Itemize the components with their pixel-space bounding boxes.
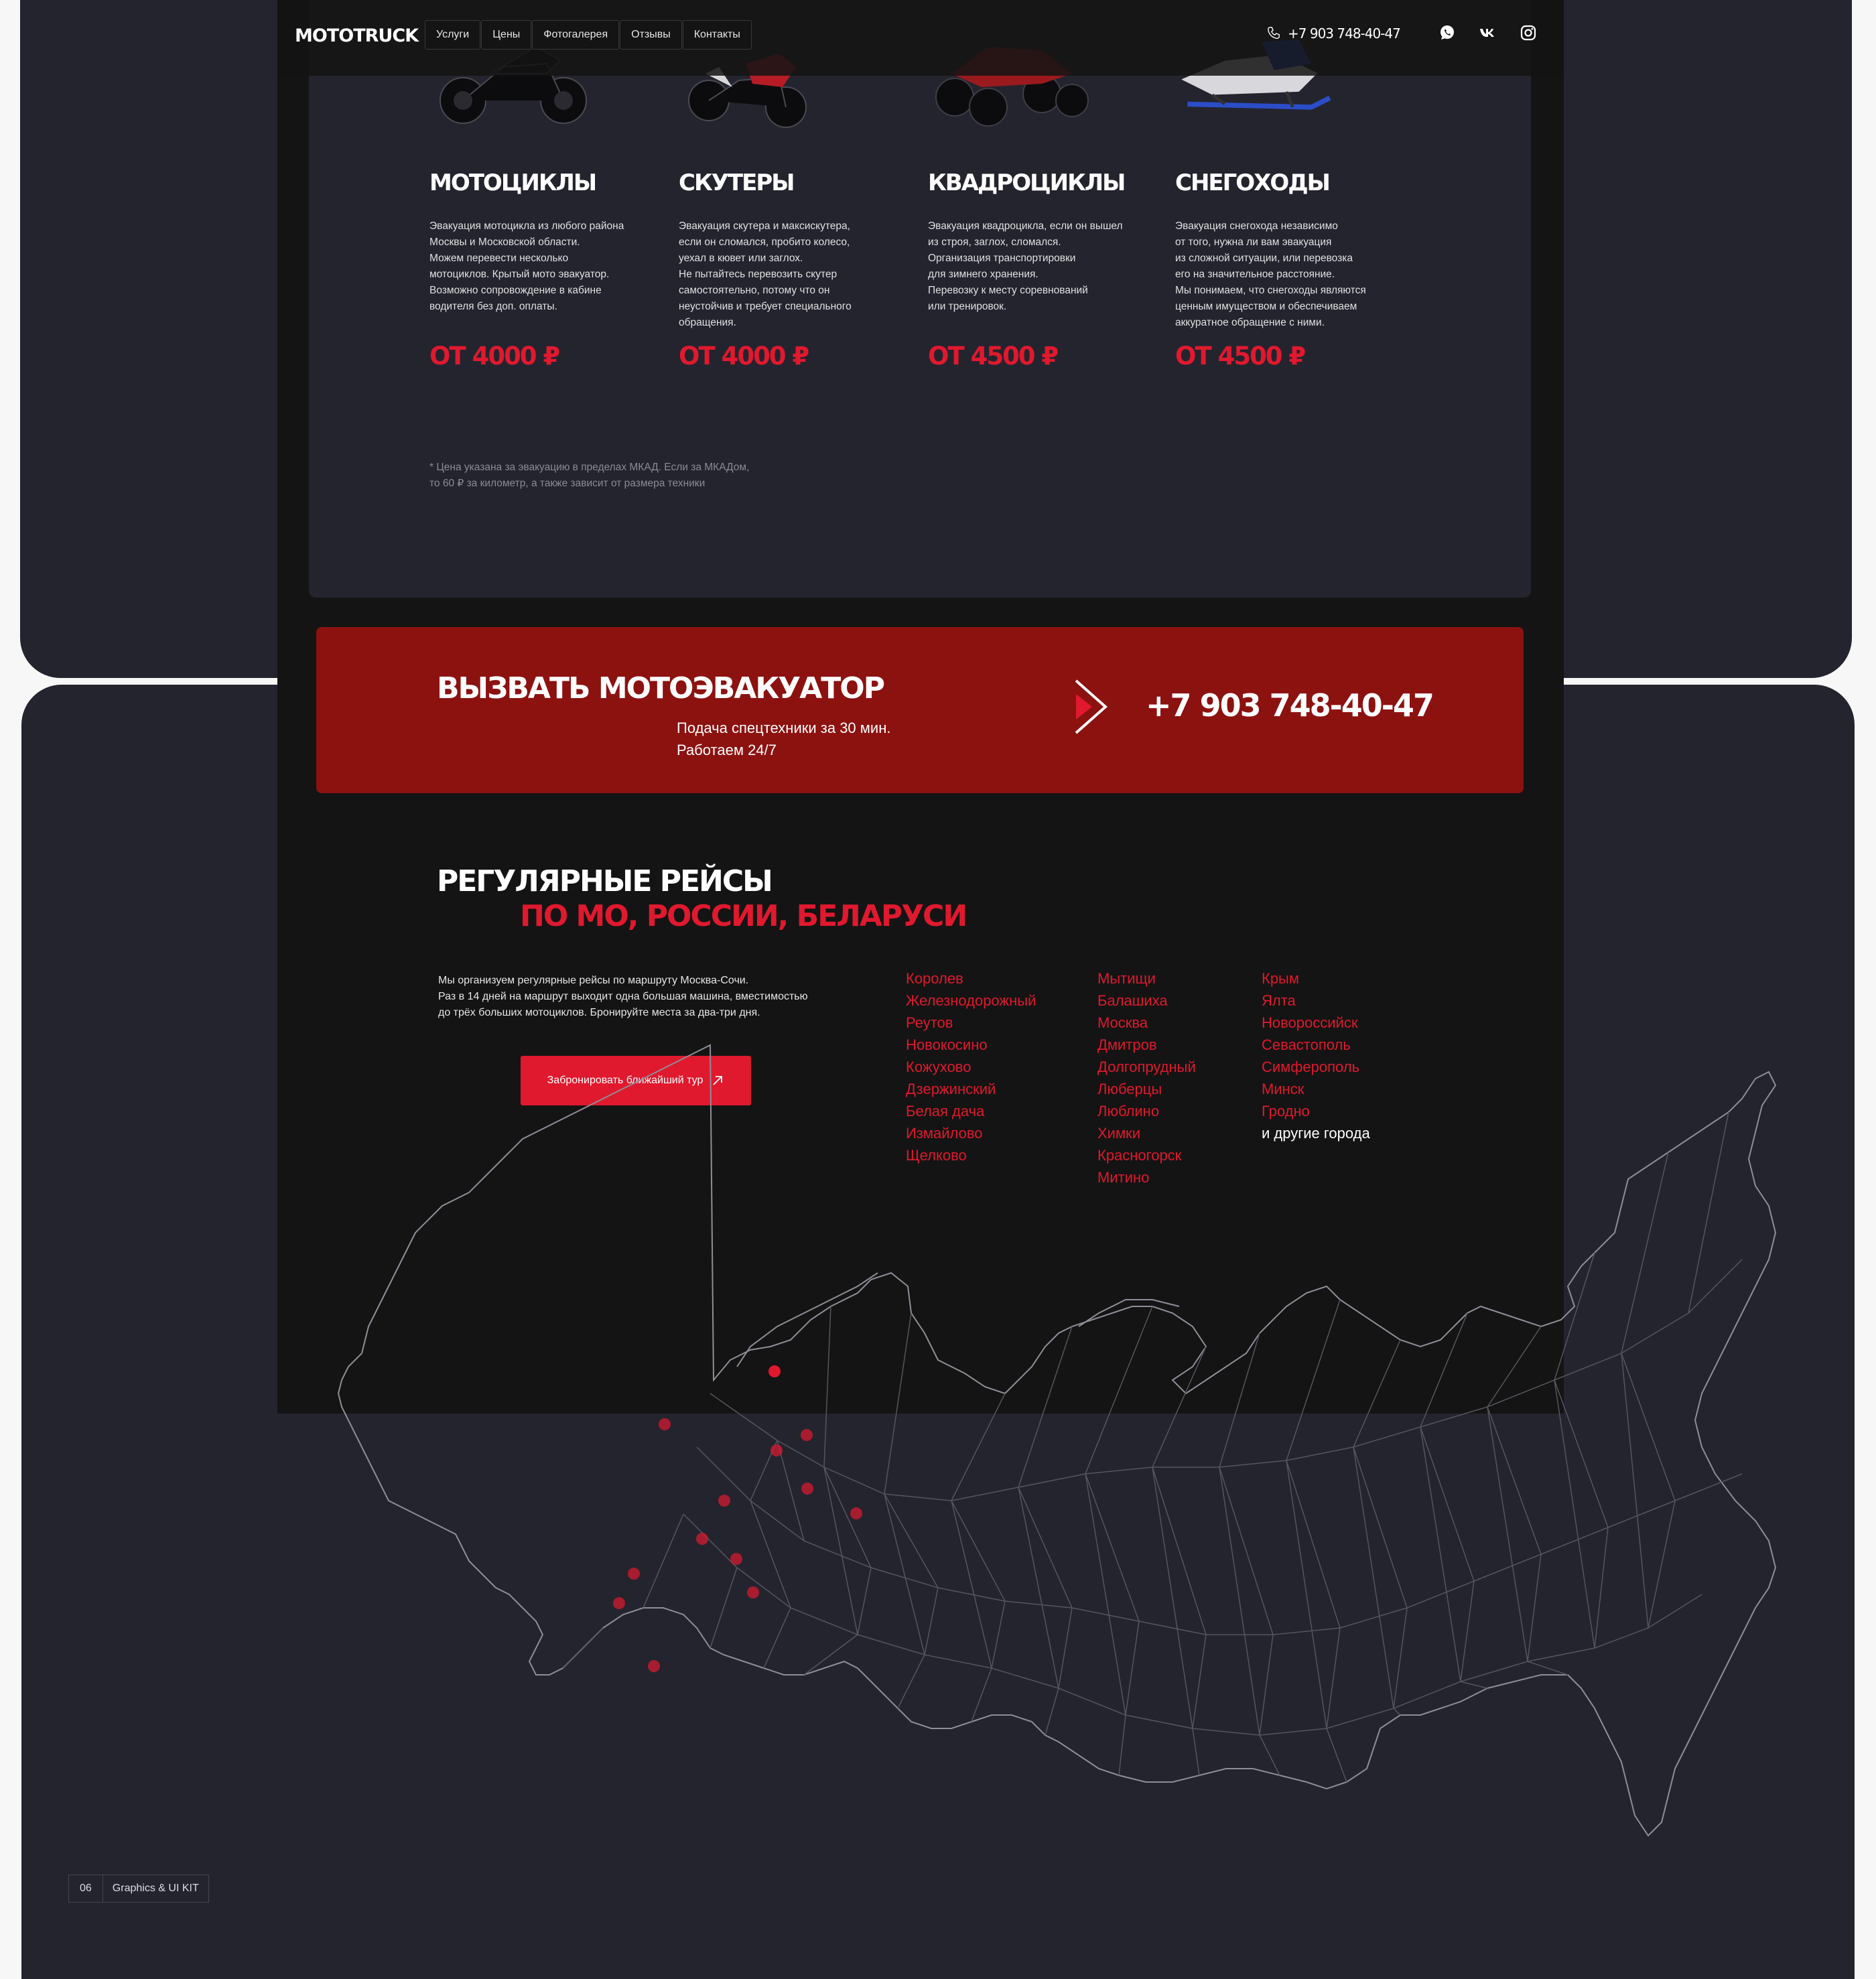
description-line: неустойчив и требует специального xyxy=(679,301,852,312)
price-footnote xyxy=(429,460,749,492)
footnote-line: то 60 ₽ за километр, а также зависит от размера техники xyxy=(429,478,706,489)
cta-subtitle xyxy=(677,717,890,761)
page-label: Graphics & UI KIT xyxy=(112,1883,199,1894)
arrow-up-right-icon xyxy=(711,1074,724,1087)
city-link[interactable]: Королев xyxy=(906,970,963,987)
city-link[interactable]: Ялта xyxy=(1262,992,1296,1009)
whatsapp-icon[interactable] xyxy=(1438,24,1456,42)
description-line: из сложной ситуации, или перевозка xyxy=(1175,253,1353,264)
cta-subtitle-line: Подача спецтехники за 30 мин. xyxy=(677,720,891,736)
city-link[interactable]: Москва xyxy=(1097,1014,1148,1031)
cta-subtitle-line: Работаем 24/7 xyxy=(677,742,777,758)
cities-column-3 xyxy=(1262,967,1370,1144)
city-link[interactable]: Балашиха xyxy=(1097,992,1168,1009)
city-link[interactable]: Крым xyxy=(1262,970,1299,987)
nav-item-contacts[interactable]: Контакты xyxy=(683,20,752,50)
city-link[interactable]: Белая дача xyxy=(906,1103,985,1119)
trips-description-line: Мы организуем регулярные рейсы по маршруту Москва-Сочи. xyxy=(438,975,749,986)
description-line: для зимнего хранения. xyxy=(928,269,1038,280)
description-line: самостоятельно, потому что он xyxy=(679,285,830,296)
description-line: Эвакуация скутера и максискутера, xyxy=(679,220,850,232)
city-link[interactable]: Химки xyxy=(1097,1125,1141,1142)
city-link[interactable]: Долгопрудный xyxy=(1097,1059,1196,1075)
city-link[interactable]: Гродно xyxy=(1262,1103,1310,1119)
service-description xyxy=(1175,218,1403,331)
city-link[interactable]: Люберцы xyxy=(1097,1081,1162,1097)
description-line: из строя, заглох, сломался. xyxy=(928,236,1061,248)
service-title: СКУТЕРЫ xyxy=(679,169,794,196)
description-line: Эвакуация мотоцикла из любого района xyxy=(429,220,624,232)
description-line: Эвакуация квадроцикла, если он вышел xyxy=(928,220,1123,232)
service-price: ОТ 4500 ₽ xyxy=(1175,342,1305,370)
site-frame xyxy=(277,0,1564,1414)
city-link[interactable]: Реутов xyxy=(906,1014,953,1031)
city-link[interactable]: Дзержинский xyxy=(906,1081,996,1097)
city-link[interactable]: Новокосино xyxy=(906,1036,988,1053)
description-line: обращения. xyxy=(679,317,736,328)
city-link[interactable]: Минск xyxy=(1262,1081,1304,1097)
cta-title: ВЫЗВАТЬ МОТОЭВАКУАТОР xyxy=(437,671,884,705)
service-price: ОТ 4000 ₽ xyxy=(679,342,809,370)
city-link[interactable]: Симферополь xyxy=(1262,1059,1360,1075)
service-description xyxy=(429,218,657,315)
description-line: Можем перевести несколько xyxy=(429,253,569,264)
trips-title: РЕГУЛЯРНЫЕ РЕЙСЫ xyxy=(437,864,772,898)
nav-item-gallery[interactable]: Фотогалерея xyxy=(532,20,619,50)
service-price: ОТ 4000 ₽ xyxy=(429,342,559,370)
footnote-line: * Цена указана за эвакуацию в пределах МКАД. Если за МКАДом, xyxy=(429,462,750,473)
city-link[interactable]: Митино xyxy=(1097,1169,1150,1186)
trips-description-line: до трёх больших мотоциклов. Бронируйте места за два-три дня. xyxy=(438,1007,760,1018)
cta-phone[interactable]: +7 903 748-40-47 xyxy=(1146,687,1433,724)
main-nav xyxy=(425,20,752,50)
phone-icon xyxy=(1266,25,1281,40)
other-cities-label: и другие города xyxy=(1262,1125,1370,1142)
vk-icon[interactable] xyxy=(1479,24,1496,42)
description-line: уехал в кювет или заглох. xyxy=(679,253,803,264)
page-number: 06 xyxy=(69,1875,103,1902)
service-description xyxy=(679,218,907,331)
book-tour-label: Забронировать ближайший тур xyxy=(547,1075,704,1086)
description-line: его на значительное расстояние. xyxy=(1175,269,1335,280)
description-line: от того, нужна ли вам эвакуация xyxy=(1175,236,1332,248)
nav-item-prices[interactable]: Цены xyxy=(481,20,531,50)
header-phone[interactable]: +7 903 748-40-47 xyxy=(1288,25,1400,42)
city-link[interactable]: Измайлово xyxy=(906,1125,983,1142)
page-badge xyxy=(68,1874,209,1903)
description-line: мотоциклов. Крытый мото эвакуатор. xyxy=(429,269,610,280)
city-link[interactable]: Железнодорожный xyxy=(906,992,1036,1009)
city-link[interactable]: Новороссийск xyxy=(1262,1014,1358,1031)
site-header xyxy=(277,0,1564,76)
trips-description xyxy=(438,973,808,1021)
nav-item-services[interactable]: Услуги xyxy=(425,20,480,50)
description-line: ценным имуществом и обеспечиваем xyxy=(1175,301,1357,312)
description-line: Не пытайтесь перевозить скутер xyxy=(679,269,838,280)
description-line: Возможно сопровождение в кабине xyxy=(429,285,602,296)
description-line: Мы понимаем, что снегоходы являются xyxy=(1175,285,1366,296)
city-link[interactable]: Севастополь xyxy=(1262,1036,1351,1053)
description-line: Эвакуация снегохода независимо xyxy=(1175,220,1338,232)
nav-item-reviews[interactable]: Отзывы xyxy=(620,20,682,50)
service-title: КВАДРОЦИКЛЫ xyxy=(928,169,1125,196)
description-line: Москвы и Московской области. xyxy=(429,236,580,248)
book-tour-button[interactable] xyxy=(521,1056,751,1105)
description-line: водителя без доп. оплаты. xyxy=(429,301,557,312)
description-line: аккуратное обращение с ними. xyxy=(1175,317,1325,328)
city-link[interactable]: Кожухово xyxy=(906,1059,972,1075)
city-link[interactable]: Мытищи xyxy=(1097,970,1156,987)
service-title: МОТОЦИКЛЫ xyxy=(429,169,596,196)
service-title: СНЕГОХОДЫ xyxy=(1175,169,1329,196)
trips-subtitle: ПО МО, РОССИИ, БЕЛАРУСИ xyxy=(520,899,967,933)
city-link[interactable]: Дмитров xyxy=(1097,1036,1157,1053)
city-link[interactable]: Красногорск xyxy=(1097,1147,1182,1164)
services-section xyxy=(309,0,1531,598)
chevron-right-icon xyxy=(1073,678,1110,736)
city-link[interactable]: Щелково xyxy=(906,1147,967,1164)
instagram-icon[interactable] xyxy=(1520,24,1537,42)
cities-column-2 xyxy=(1097,967,1196,1188)
description-line: если он сломался, пробито колесо, xyxy=(679,236,850,248)
cities-column-1 xyxy=(906,967,1036,1166)
city-link[interactable]: Люблино xyxy=(1097,1103,1160,1119)
description-line: Перевозку к месту соревнований xyxy=(928,285,1088,296)
description-line: или тренировок. xyxy=(928,301,1007,312)
description-line: Организация транспортировки xyxy=(928,253,1076,264)
trips-description-line: Раз в 14 дней на маршрут выходит одна большая машина, вместимостью xyxy=(438,991,808,1002)
call-evacuator-banner xyxy=(316,627,1524,793)
service-price: ОТ 4500 ₽ xyxy=(928,342,1058,370)
logo[interactable]: MOTOTRUCK xyxy=(295,25,419,46)
service-description xyxy=(928,218,1156,315)
